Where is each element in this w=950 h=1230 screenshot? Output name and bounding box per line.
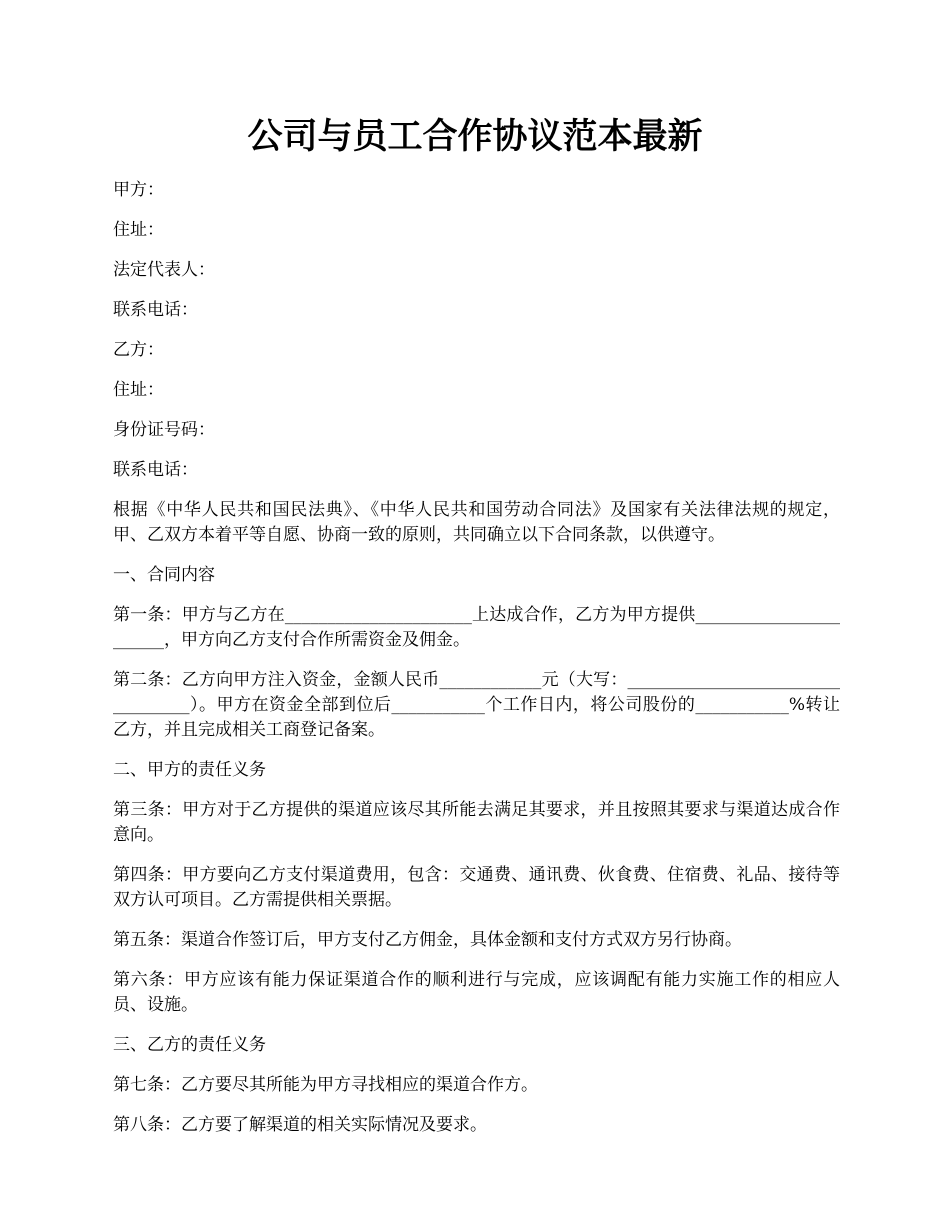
party-b-phone-label: 联系电话：: [113, 460, 198, 480]
section-heading-1: 一、合同内容: [113, 565, 215, 585]
party-a-label: 甲方：: [113, 180, 164, 200]
party-a-phone-label: 联系电话：: [113, 300, 198, 320]
preamble-paragraph: 根据《中华人民共和国民法典》、《中华人民共和国劳动合同法》及国家有关法律法规的规定，甲、乙双方本着平等自愿、协商一致的原则，共同确立以下合同条款，以供遵守。: [113, 500, 840, 545]
document-body: [113, 178, 840, 1153]
party-b-label: 乙方：: [113, 340, 164, 360]
article-2: 第二条：乙方向甲方注入资金，金额人民币____________元（大写：__________________________________）。甲方在资金全部到位后___________个工作日内，将公司股份的___________%转让乙方，并且完成相关工商登记备案。: [113, 670, 840, 740]
section-heading-3: 三、乙方的责任义务: [113, 1035, 266, 1055]
article-1: 第一条：甲方与乙方在______________________上达成合作，乙方为甲方提供_______________________，甲方向乙方支付合作所需资金及佣金。: [113, 605, 840, 650]
legal-representative-label: 法定代表人：: [113, 260, 215, 280]
document-title: 公司与员工合作协议范本最新: [247, 116, 703, 157]
party-a-address-label: 住址：: [113, 220, 164, 240]
party-b-address-label: 住址：: [113, 380, 164, 400]
id-number-label: 身份证号码：: [113, 420, 215, 440]
article-5: 第五条：渠道合作签订后，甲方支付乙方佣金，具体金额和支付方式双方另行协商。: [113, 930, 742, 950]
article-3: 第三条：甲方对于乙方提供的渠道应该尽其所能去满足其要求，并且按照其要求与渠道达成合作意向。: [113, 800, 840, 845]
article-4: 第四条：甲方要向乙方支付渠道费用，包含：交通费、通讯费、伙食费、住宿费、礼品、接待等双方认可项目。乙方需提供相关票据。: [113, 865, 840, 910]
article-8: 第八条：乙方要了解渠道的相关实际情况及要求。: [113, 1115, 487, 1135]
section-heading-2: 二、甲方的责任义务: [113, 760, 266, 780]
article-6: 第六条：甲方应该有能力保证渠道合作的顺利进行与完成，应该调配有能力实施工作的相应人员、设施。: [113, 970, 840, 1015]
article-7: 第七条：乙方要尽其所能为甲方寻找相应的渠道合作方。: [113, 1075, 538, 1095]
